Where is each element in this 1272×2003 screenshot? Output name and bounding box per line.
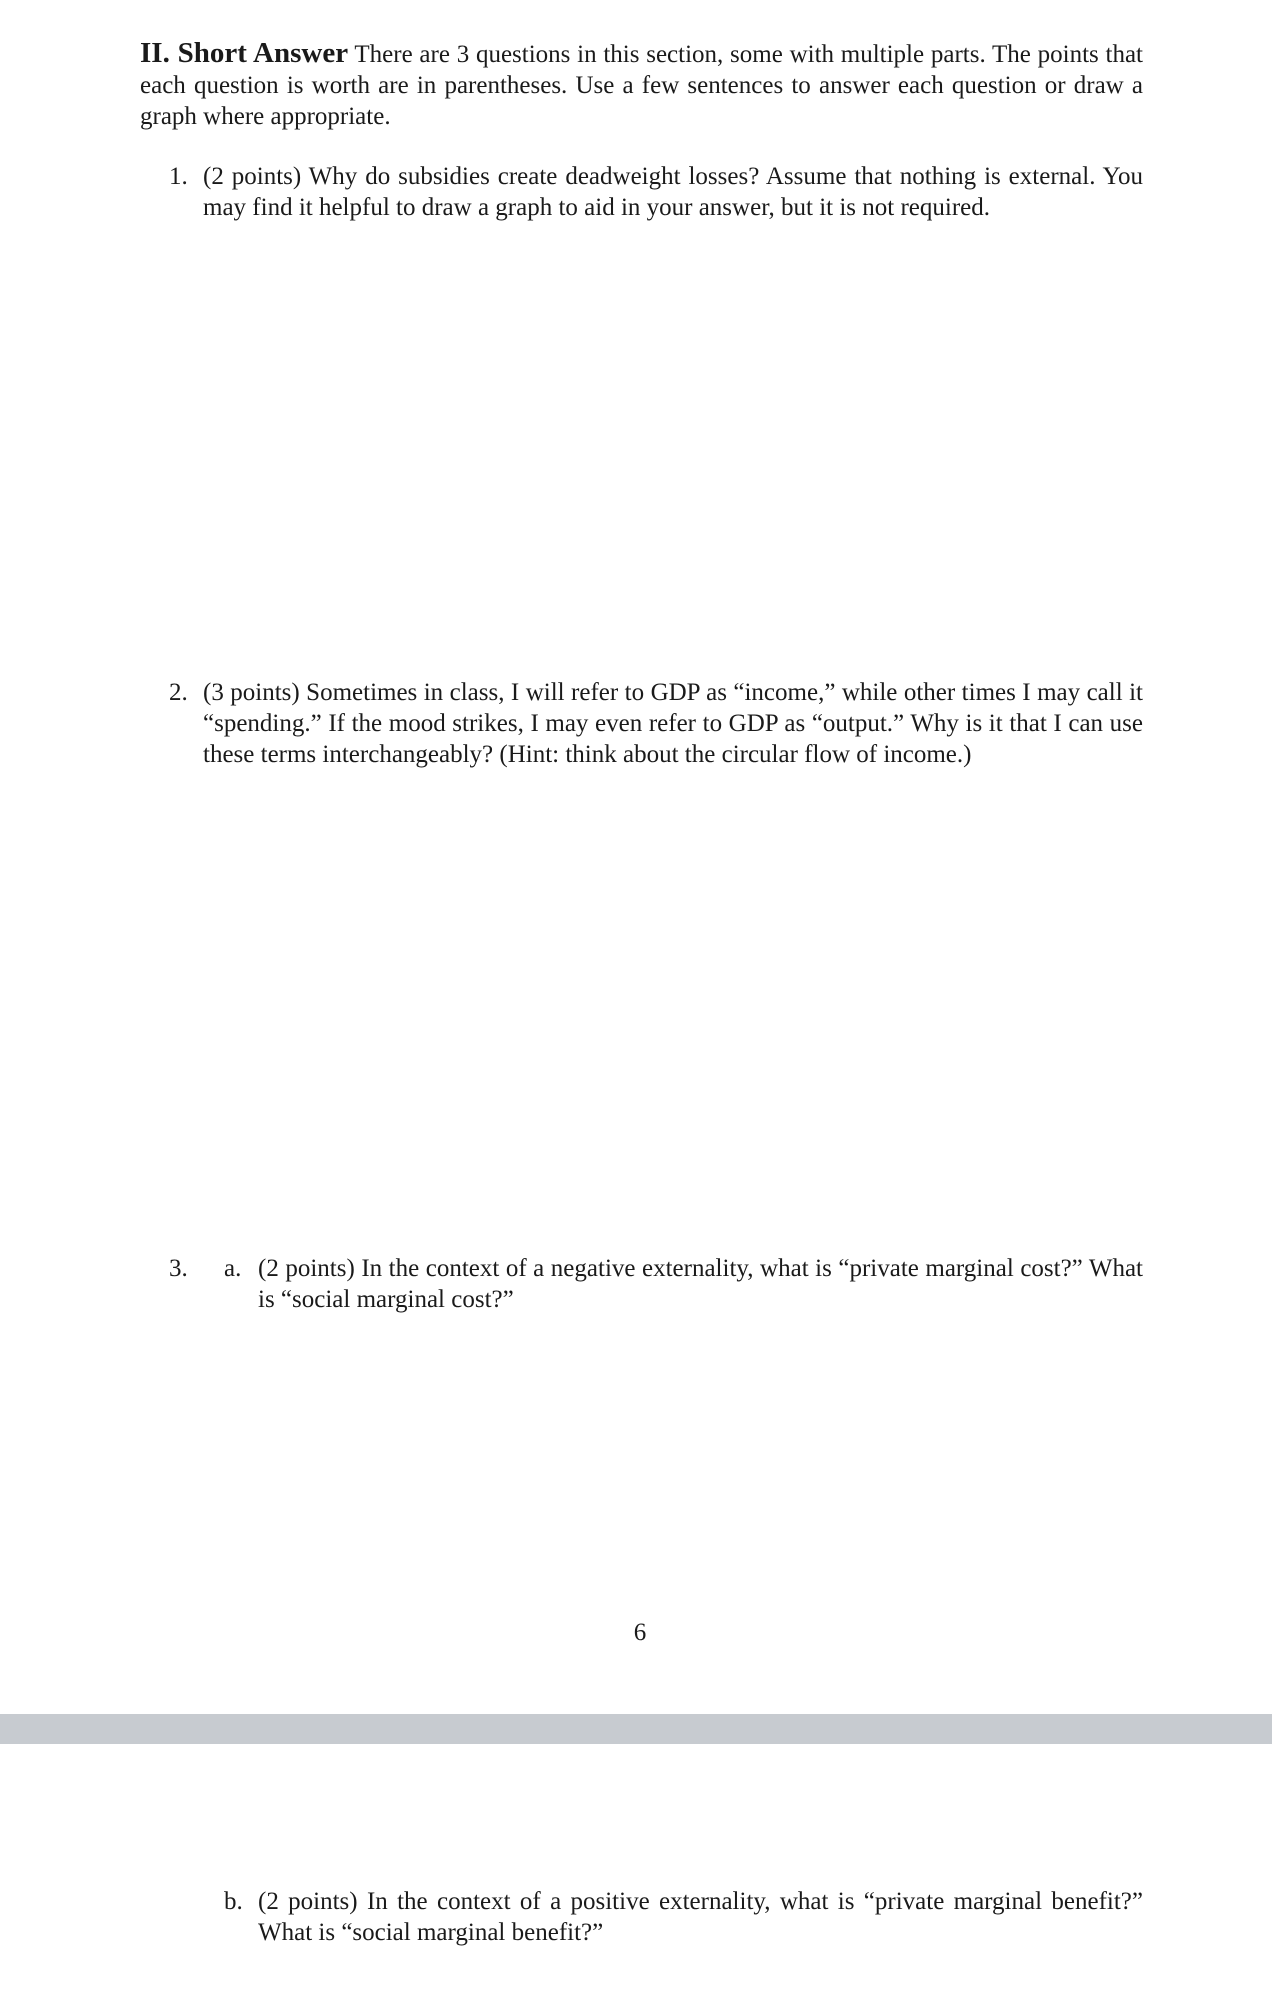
subquestion-letter: a. <box>224 1255 242 1282</box>
question-number: 2. <box>169 679 188 706</box>
section-heading: II. Short Answer <box>140 37 349 69</box>
question-text: (2 points) Why do subsidies create deadweight losses? Assume that nothing is external. You may find it helpful to draw a graph to aid in your answer, but it is not required. <box>203 163 1143 221</box>
question-1 <box>169 161 1143 223</box>
section-instructions: There are 3 questions in this section, some with multiple parts. The points that each question is worth are in parentheses. Use a few sentences to answer each question or draw a graph where appropriate. <box>140 41 1143 130</box>
question-number: 1. <box>169 163 188 190</box>
question-3-number: 3. <box>169 1255 188 1282</box>
question-2 <box>169 677 1143 770</box>
question-text: (3 points) Sometimes in class, I will refer to GDP as “income,” while other times I may call it “spending.” If the mood strikes, I may even refer to GDP as “output.” Why is it that I can use these terms interchangeably? (Hint: think about the circular flow of income.) <box>203 679 1143 768</box>
subquestion-text: (2 points) In the context of a positive externality, what is “private marginal benefit?” What is “social marginal benefit?” <box>258 1888 1143 1946</box>
section-intro <box>140 38 1143 132</box>
question-3b <box>224 1886 1143 1948</box>
question-3a <box>224 1253 1143 1315</box>
subquestion-text: (2 points) In the context of a negative externality, what is “private marginal cost?” What is “social marginal cost?” <box>258 1255 1143 1313</box>
page-break-divider <box>0 1714 1272 1744</box>
page-number: 6 <box>633 1619 647 1646</box>
subquestion-letter: b. <box>224 1888 243 1915</box>
